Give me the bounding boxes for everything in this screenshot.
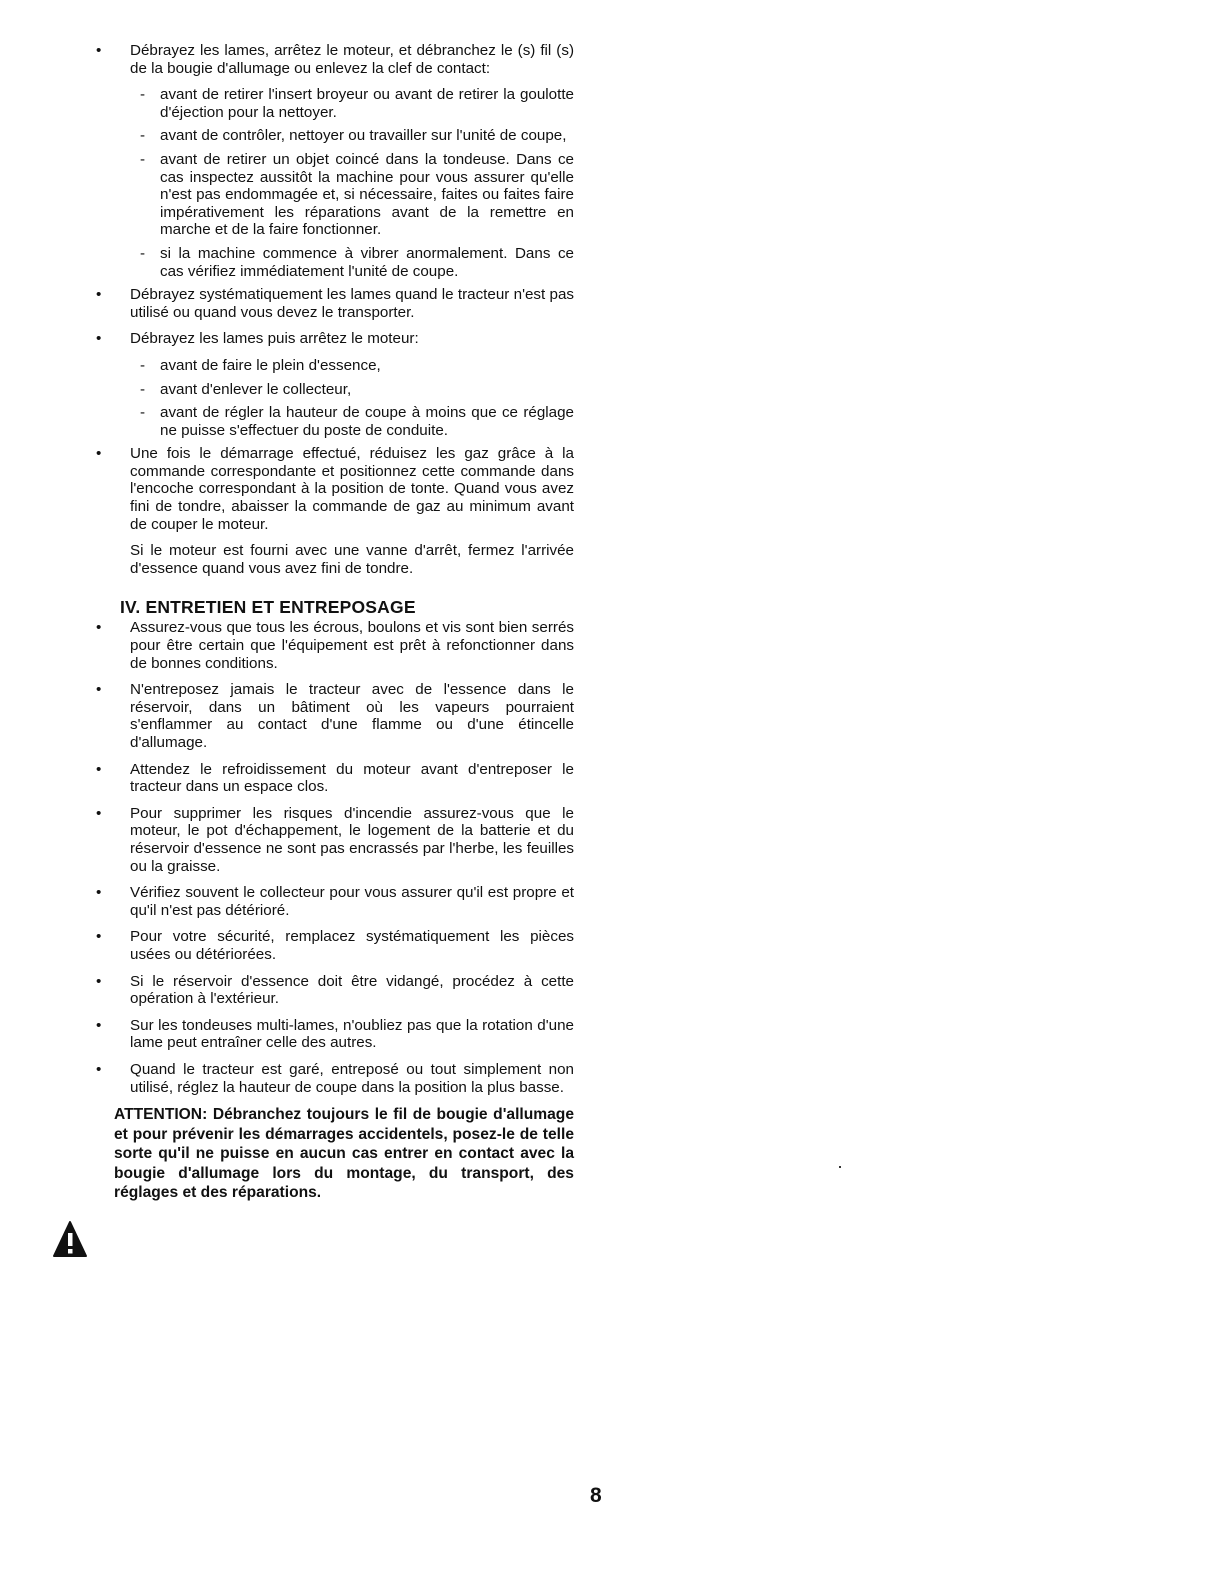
list-item	[96, 42, 574, 77]
list-item-text: Débrayez les lames, arrêtez le moteur, et débranchez le (s) fil (s) de la bougie d'allumage ou enlevez la clef de contact:	[130, 42, 574, 77]
dash-icon: -	[140, 86, 146, 104]
scan-speck	[839, 1166, 841, 1168]
list-item	[96, 445, 574, 533]
dash-icon: -	[140, 150, 146, 168]
dash-icon: -	[140, 404, 146, 422]
list-item-text: Débrayez systématiquement les lames quand le tracteur n'est pas utilisé ou quand vous devez le transporter.	[130, 286, 574, 321]
dash-icon: -	[140, 127, 146, 145]
content-column	[96, 42, 574, 1203]
bullet-icon: •	[96, 330, 102, 348]
list-item	[96, 761, 574, 796]
sub-item-text: avant de contrôler, nettoyer ou travailler sur l'unité de coupe,	[160, 127, 567, 145]
list-item	[96, 805, 574, 875]
list-item-text: Une fois le démarrage effectué, réduisez les gaz grâce à la commande correspondante et positionnez cette commande dans l'encoche correspondant à la position de tonte. Quand vous avez fini de tondre, abaisser la commande de gaz au minimum avant de couper le moteur.	[130, 445, 574, 533]
sub-item-text: avant de retirer l'insert broyeur ou avant de retirer la goulotte d'éjection pour la nettoyer.	[160, 86, 574, 121]
list-item-text: Assurez-vous que tous les écrous, boulons et vis sont bien serrés pour être certain que l'équipement est prêt à refonctionner dans de bonnes conditions.	[130, 619, 574, 672]
bullet-icon: •	[96, 42, 102, 59]
dash-icon: -	[140, 356, 146, 374]
bullet-icon: •	[96, 1016, 102, 1034]
dash-icon: -	[140, 244, 146, 262]
list-item-text: Quand le tracteur est garé, entreposé ou tout simplement non utilisé, réglez la hauteur de coupe dans la position la plus basse.	[130, 1060, 574, 1096]
sub-item	[96, 245, 574, 280]
bullet-icon: •	[96, 928, 102, 946]
bullet-icon: •	[96, 760, 102, 778]
fuel-note: Si le moteur est fourni avec une vanne d'arrêt, fermez l'arrivée d'essence quand vous avez fini de tondre.	[130, 542, 574, 577]
list-item	[96, 619, 574, 672]
bullet-icon: •	[96, 619, 102, 637]
sub-item	[96, 404, 574, 439]
list-item	[96, 884, 574, 919]
sub-item-text: avant d'enlever le collecteur,	[160, 380, 352, 398]
bullet-icon: •	[96, 286, 102, 304]
sub-item-text: avant de retirer un objet coincé dans la tondeuse. Dans ce cas inspectez aussitôt la machine pour vous assurer qu'elle n'est pas endommagée et, si nécessaire, faites ou faites faire impérativement les réparations avant de la remettre en marche et de la faire fonctionner.	[160, 150, 574, 239]
bullet-icon: •	[96, 445, 102, 463]
bullet-icon: •	[96, 804, 102, 822]
bullet-icon: •	[96, 972, 102, 990]
bullet-icon: •	[96, 1060, 102, 1078]
list-item	[96, 681, 574, 751]
list-item	[96, 928, 574, 963]
list-item	[96, 286, 574, 321]
sub-item	[96, 381, 574, 399]
list-item-text: Si le réservoir d'essence doit être vidangé, procédez à cette opération à l'extérieur.	[130, 972, 574, 1008]
sub-item-text: avant de régler la hauteur de coupe à moins que ce réglage ne puisse s'effectuer du poste de conduite.	[160, 404, 574, 439]
top-list	[96, 42, 574, 533]
sub-item	[96, 357, 574, 375]
warning-triangle-icon	[52, 1220, 88, 1258]
list-item	[96, 1061, 574, 1096]
list-item-text: Vérifiez souvent le collecteur pour vous assurer qu'il est propre et qu'il n'est pas détérioré.	[130, 884, 574, 919]
section-list	[96, 619, 574, 1096]
page-number: 8	[590, 1484, 602, 1507]
bullet-icon: •	[96, 681, 102, 699]
list-item-text: Sur les tondeuses multi-lames, n'oubliez pas que la rotation d'une lame peut entraîner celle des autres.	[130, 1016, 574, 1052]
list-item-text: Débrayez les lames puis arrêtez le moteur:	[130, 330, 419, 348]
sub-item-text: si la machine commence à vibrer anormalement. Dans ce cas vérifiez immédiatement l'unité de coupe.	[160, 244, 574, 280]
sub-item	[96, 151, 574, 239]
list-item-text: N'entreposez jamais le tracteur avec de l'essence dans le réservoir, dans un bâtiment où les vapeurs pourraient s'enflammer au contact d'une flamme ou d'une étincelle d'allumage.	[130, 681, 574, 751]
list-item	[96, 973, 574, 1008]
dash-icon: -	[140, 380, 146, 398]
warning-text: ATTENTION: Débranchez toujours le fil de bougie d'allumage et pour prévenir les démarrages accidentels, posez-le de telle sorte qu'il ne puisse en aucun cas entrer en contact avec la bougie d'allumage lors du montage, du transport, des réglages et des réparations.	[114, 1106, 574, 1202]
bullet-icon: •	[96, 884, 102, 902]
list-item	[96, 1017, 574, 1052]
sub-item	[96, 86, 574, 121]
list-item-text: Pour supprimer les risques d'incendie assurez-vous que le moteur, le pot d'échappement, le logement de la batterie et du réservoir d'essence ne sont pas encrassés par l'herbe, les feuilles ou la graisse.	[130, 804, 574, 875]
list-item-text: Pour votre sécurité, remplacez systématiquement les pièces usées ou détériorées.	[130, 928, 574, 963]
sub-item-text: avant de faire le plein d'essence,	[160, 356, 381, 374]
sub-item	[96, 127, 574, 145]
section-title: IV. ENTRETIEN ET ENTREPOSAGE	[120, 597, 416, 618]
list-item	[96, 330, 574, 348]
list-item-text: Attendez le refroidissement du moteur avant d'entreposer le tracteur dans un espace clos.	[130, 760, 574, 796]
